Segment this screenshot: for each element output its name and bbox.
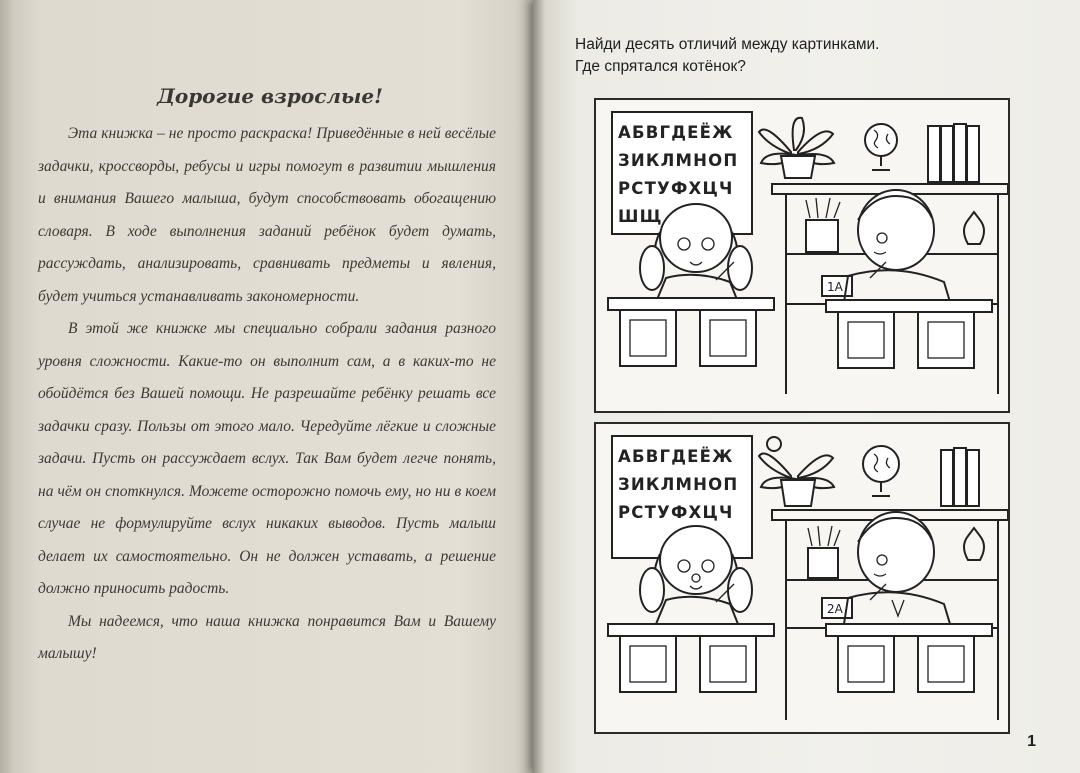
right-page [533, 0, 1080, 773]
chart-row-2: ЗИКЛМНОП [618, 151, 739, 170]
potted-plant [759, 118, 834, 178]
pencil-cup [808, 548, 838, 578]
top-picture-drawing [596, 100, 1008, 411]
paragraph-2: В этой же книжке мы специально собрали задания разного уровня сложности. Какие-то он выполнит сам, а в каких-то не обойдётся без Вашей помощи. Не разрешайте ребёнку решать все задачки сразу. Пользы от этого мало. Чередуйте лёгкие и сложные задачи. Пусть он рассуждает вслух. Так Вам будет легче понять, на чём он споткнулся. Можете осторожно помочь ему, но ни в коем случае не формулируйте вслух никаких выводов. Пусть малыш делает их самостоятельно. Он не должен уставать, а решение должно приносить радость. [38, 320, 496, 597]
class-label: 1А [827, 280, 843, 294]
pencil-cup [806, 220, 838, 252]
bottom-picture-drawing [596, 424, 1008, 732]
body-text [38, 118, 496, 671]
boy [844, 190, 950, 302]
task-instructions [575, 34, 1015, 78]
boy [844, 512, 950, 624]
paragraph-3: Мы надеемся, что наша книжка понравится Вам и Вашему малышу! [38, 612, 496, 662]
chart-row-1: АБВГДЕЁЖ [618, 447, 734, 466]
chart-row-3: РСТУФХЦЧ [618, 503, 734, 522]
kitten [964, 528, 984, 560]
paragraph-1: Эта книжка – не просто раскраска! Приведённые в ней весёлые задачки, кроссворды, ребусы и игры помогут в развитии мышления и внимания Вашего малыша, будут способствовать обогащению словаря. В ходе выполнения заданий ребёнок будет думать, рассуждать, анализировать, сравнивать предметы и явления, будет учиться устанавливать закономерности. [38, 125, 496, 305]
chart-row-4: ШЩ [618, 207, 663, 226]
books [928, 124, 979, 182]
desks [608, 298, 992, 368]
instruction-line-1: Найди десять отличий между картинками. [575, 36, 880, 53]
desks [608, 624, 992, 692]
potted-plant [759, 437, 834, 506]
chart-row-3: РСТУФХЦЧ [618, 179, 734, 198]
chart-row-2: ЗИКЛМНОП [618, 475, 739, 494]
page-number: 1 [1027, 733, 1036, 750]
class-label: 2А [827, 602, 843, 616]
top-picture[interactable] [594, 98, 1010, 413]
chart-row-1: АБВГДЕЁЖ [618, 123, 734, 142]
globe [865, 124, 897, 170]
kitten [964, 212, 984, 244]
instruction-line-2: Где спрятался котёнок? [575, 58, 746, 75]
books [941, 448, 979, 506]
globe [863, 446, 899, 496]
page-heading: Дорогие взрослые! [157, 84, 383, 108]
bottom-picture[interactable] [594, 422, 1010, 734]
